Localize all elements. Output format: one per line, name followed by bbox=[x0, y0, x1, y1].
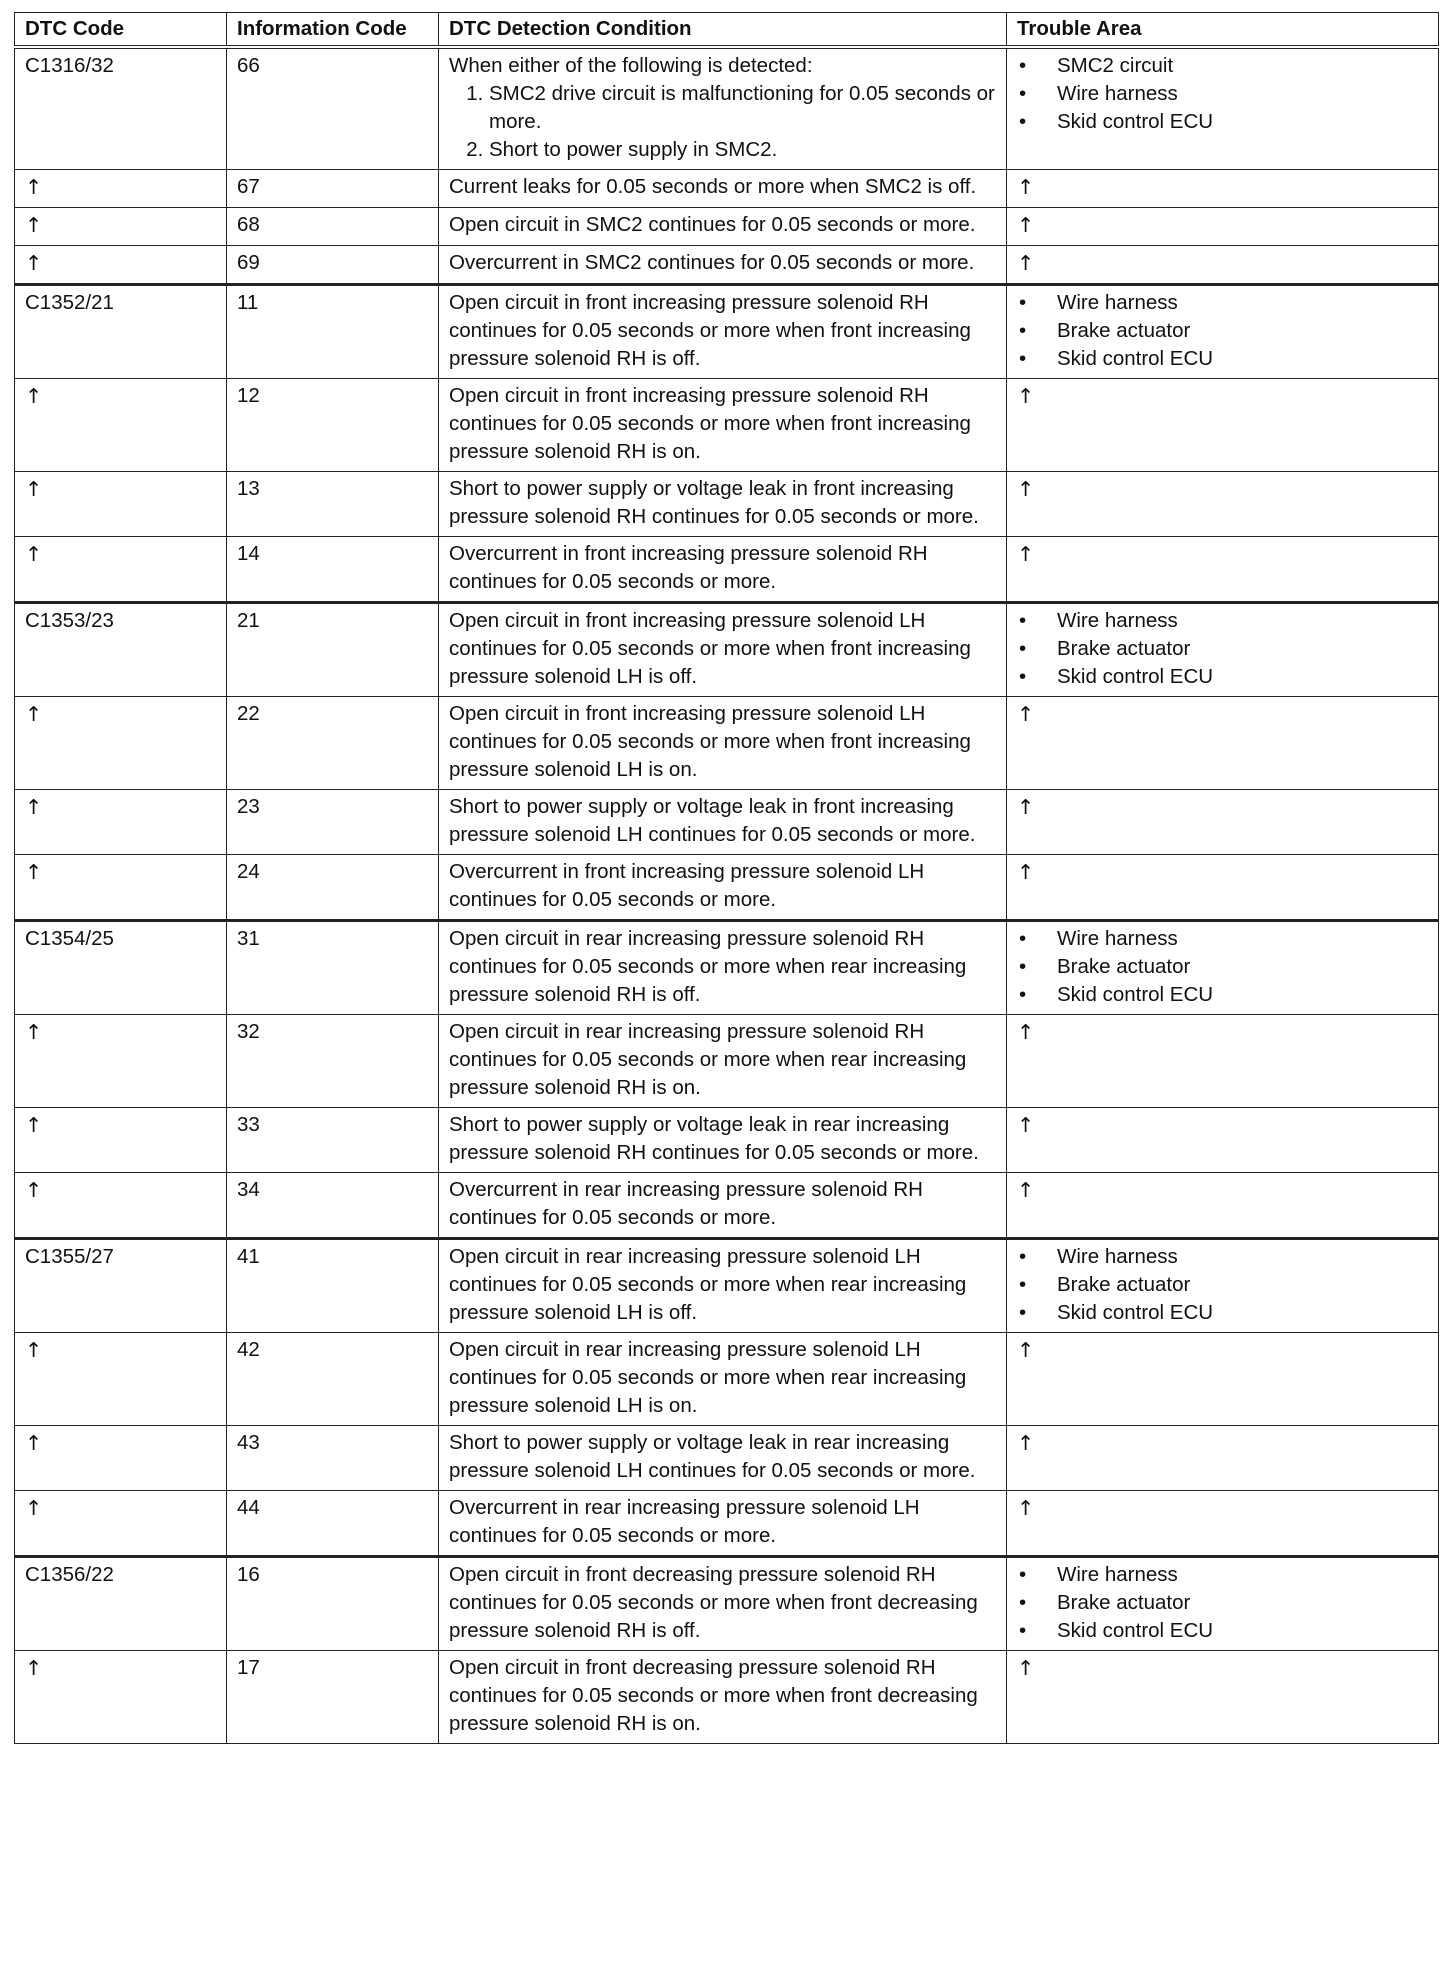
trouble-area-same-arrow bbox=[1007, 855, 1439, 921]
dtc-code-same-arrow bbox=[15, 1173, 227, 1239]
trouble-area-label: Skid control ECU bbox=[1057, 1619, 1214, 1642]
header-detection-condition: DTC Detection Condition bbox=[439, 13, 1007, 48]
trouble-area-same-arrow bbox=[1007, 1173, 1439, 1239]
trouble-area-cell bbox=[1007, 603, 1439, 697]
up-arrow-icon: ↑ bbox=[1017, 1431, 1035, 1455]
detection-condition-cell: Overcurrent in rear increasing pressure solenoid RH continues for 0.05 seconds or more. bbox=[439, 1173, 1007, 1239]
trouble-area-item bbox=[1017, 635, 1428, 663]
information-code-cell: 22 bbox=[227, 697, 439, 790]
trouble-area-label: Skid control ECU bbox=[1057, 1301, 1214, 1324]
dtc-code-cell bbox=[15, 285, 227, 379]
trouble-area-same-arrow bbox=[1007, 472, 1439, 537]
bullet-icon: • bbox=[1019, 665, 1027, 688]
trouble-area-label: Wire harness bbox=[1057, 291, 1178, 314]
trouble-area-same-arrow bbox=[1007, 790, 1439, 855]
bullet-icon: • bbox=[1019, 110, 1027, 133]
trouble-area-same-arrow bbox=[1007, 1491, 1439, 1557]
information-code-cell: 23 bbox=[227, 790, 439, 855]
information-code-cell: 66 bbox=[227, 47, 439, 170]
dtc-code-text: ↑ bbox=[25, 1020, 43, 1044]
up-arrow-icon: ↑ bbox=[1017, 175, 1035, 199]
information-code-cell: 44 bbox=[227, 1491, 439, 1557]
trouble-area-cell bbox=[1007, 285, 1439, 379]
table-row bbox=[15, 537, 1439, 603]
trouble-area-label: Skid control ECU bbox=[1057, 347, 1214, 370]
trouble-area-item bbox=[1017, 1299, 1428, 1327]
dtc-code-text: ↑ bbox=[25, 1496, 43, 1520]
trouble-area-item bbox=[1017, 289, 1428, 317]
dtc-code-same-arrow bbox=[15, 1491, 227, 1557]
dtc-code-text: ↑ bbox=[25, 477, 43, 501]
trouble-area-label: Brake actuator bbox=[1057, 1591, 1191, 1614]
table-row bbox=[15, 1239, 1439, 1333]
trouble-area-label: Skid control ECU bbox=[1057, 110, 1214, 133]
dtc-code-text: ↑ bbox=[25, 1431, 43, 1455]
trouble-area-label: Brake actuator bbox=[1057, 955, 1191, 978]
trouble-area-same-arrow bbox=[1007, 697, 1439, 790]
dtc-code-same-arrow bbox=[15, 472, 227, 537]
header-row bbox=[15, 13, 1439, 48]
trouble-area-item bbox=[1017, 80, 1428, 108]
up-arrow-icon: ↑ bbox=[1017, 1656, 1035, 1680]
trouble-area-same-arrow bbox=[1007, 1015, 1439, 1108]
detection-condition-cell: Open circuit in rear increasing pressure solenoid RH continues for 0.05 seconds or more when rear increasing pressure solenoid RH is off. bbox=[439, 921, 1007, 1015]
header-dtc-code: DTC Code bbox=[15, 13, 227, 48]
detection-condition-cell: Open circuit in front decreasing pressure solenoid RH continues for 0.05 seconds or more when front decreasing pressure solenoid RH is off. bbox=[439, 1557, 1007, 1651]
dtc-code-text: ↑ bbox=[25, 860, 43, 884]
trouble-area-label: Skid control ECU bbox=[1057, 983, 1214, 1006]
dtc-code-text: ↑ bbox=[25, 251, 43, 275]
trouble-area-item bbox=[1017, 1561, 1428, 1589]
bullet-icon: • bbox=[1019, 609, 1027, 632]
bullet-icon: • bbox=[1019, 54, 1027, 77]
table-row bbox=[15, 790, 1439, 855]
detection-condition-cell: Open circuit in front increasing pressure solenoid LH continues for 0.05 seconds or more when front increasing pressure solenoid LH is on. bbox=[439, 697, 1007, 790]
trouble-area-item bbox=[1017, 607, 1428, 635]
trouble-area-item bbox=[1017, 953, 1428, 981]
trouble-area-label: Wire harness bbox=[1057, 1563, 1178, 1586]
trouble-area-label: Wire harness bbox=[1057, 609, 1178, 632]
detection-condition-cell bbox=[439, 47, 1007, 170]
detection-condition-cell: Open circuit in front increasing pressure solenoid LH continues for 0.05 seconds or more when front increasing pressure solenoid LH is off. bbox=[439, 603, 1007, 697]
up-arrow-icon: ↑ bbox=[1017, 384, 1035, 408]
information-code-cell: 43 bbox=[227, 1426, 439, 1491]
trouble-area-list bbox=[1017, 1243, 1428, 1327]
trouble-area-label: Wire harness bbox=[1057, 927, 1178, 950]
bullet-icon: • bbox=[1019, 1273, 1027, 1296]
trouble-area-list bbox=[1017, 289, 1428, 373]
dtc-code-text: ↑ bbox=[25, 702, 43, 726]
header-trouble-area: Trouble Area bbox=[1007, 13, 1439, 48]
trouble-area-list bbox=[1017, 925, 1428, 1009]
detection-condition-cell: Open circuit in rear increasing pressure solenoid RH continues for 0.05 seconds or more when rear increasing pressure solenoid RH is on. bbox=[439, 1015, 1007, 1108]
dtc-code-cell bbox=[15, 1557, 227, 1651]
bullet-icon: • bbox=[1019, 927, 1027, 950]
trouble-area-item bbox=[1017, 981, 1428, 1009]
trouble-area-item bbox=[1017, 1271, 1428, 1299]
trouble-area-same-arrow bbox=[1007, 379, 1439, 472]
information-code-cell: 67 bbox=[227, 170, 439, 208]
trouble-area-cell bbox=[1007, 1557, 1439, 1651]
dtc-code-same-arrow bbox=[15, 1651, 227, 1744]
up-arrow-icon: ↑ bbox=[1017, 795, 1035, 819]
trouble-area-item bbox=[1017, 663, 1428, 691]
trouble-area-cell bbox=[1007, 47, 1439, 170]
trouble-area-label: SMC2 circuit bbox=[1057, 54, 1174, 77]
dtc-code-text: ↑ bbox=[25, 1338, 43, 1362]
information-code-cell: 34 bbox=[227, 1173, 439, 1239]
table-row bbox=[15, 170, 1439, 208]
dtc-code-same-arrow bbox=[15, 790, 227, 855]
bullet-icon: • bbox=[1019, 637, 1027, 660]
condition-list-item: 1. SMC2 drive circuit is malfunctioning for 0.05 seconds or more. bbox=[489, 80, 996, 136]
dtc-code-same-arrow bbox=[15, 208, 227, 246]
dtc-code-same-arrow bbox=[15, 855, 227, 921]
dtc-table bbox=[14, 12, 1439, 1744]
trouble-area-item bbox=[1017, 1243, 1428, 1271]
up-arrow-icon: ↑ bbox=[1017, 1113, 1035, 1137]
dtc-code-text: C1354/25 bbox=[25, 927, 114, 950]
trouble-area-same-arrow bbox=[1007, 1651, 1439, 1744]
trouble-area-item bbox=[1017, 317, 1428, 345]
bullet-icon: • bbox=[1019, 1619, 1027, 1642]
up-arrow-icon: ↑ bbox=[1017, 1338, 1035, 1362]
header-information-code: Information Code bbox=[227, 13, 439, 48]
trouble-area-label: Brake actuator bbox=[1057, 637, 1191, 660]
trouble-area-label: Wire harness bbox=[1057, 82, 1178, 105]
dtc-code-cell bbox=[15, 47, 227, 170]
information-code-cell: 11 bbox=[227, 285, 439, 379]
trouble-area-cell bbox=[1007, 1239, 1439, 1333]
dtc-code-text: C1356/22 bbox=[25, 1563, 114, 1586]
detection-condition-cell: Overcurrent in SMC2 continues for 0.05 seconds or more. bbox=[439, 246, 1007, 285]
table-row bbox=[15, 855, 1439, 921]
trouble-area-label: Brake actuator bbox=[1057, 1273, 1191, 1296]
dtc-code-same-arrow bbox=[15, 1108, 227, 1173]
trouble-area-list bbox=[1017, 1561, 1428, 1645]
bullet-icon: • bbox=[1019, 82, 1027, 105]
detection-condition-cell: Open circuit in rear increasing pressure solenoid LH continues for 0.05 seconds or more when rear increasing pressure solenoid LH is off. bbox=[439, 1239, 1007, 1333]
up-arrow-icon: ↑ bbox=[1017, 251, 1035, 275]
detection-condition-cell: Overcurrent in front increasing pressure solenoid LH continues for 0.05 seconds or more. bbox=[439, 855, 1007, 921]
dtc-code-text: C1353/23 bbox=[25, 609, 114, 632]
table-row bbox=[15, 1333, 1439, 1426]
dtc-code-text: ↑ bbox=[25, 542, 43, 566]
dtc-code-cell bbox=[15, 603, 227, 697]
detection-condition-cell: Current leaks for 0.05 seconds or more when SMC2 is off. bbox=[439, 170, 1007, 208]
detection-condition-cell: Open circuit in front increasing pressure solenoid RH continues for 0.05 seconds or more when front increasing pressure solenoid RH is on. bbox=[439, 379, 1007, 472]
trouble-area-list bbox=[1017, 607, 1428, 691]
bullet-icon: • bbox=[1019, 983, 1027, 1006]
information-code-cell: 68 bbox=[227, 208, 439, 246]
bullet-icon: • bbox=[1019, 1245, 1027, 1268]
table-row bbox=[15, 1015, 1439, 1108]
bullet-icon: • bbox=[1019, 955, 1027, 978]
information-code-cell: 17 bbox=[227, 1651, 439, 1744]
trouble-area-list bbox=[1017, 52, 1428, 136]
dtc-code-same-arrow bbox=[15, 1426, 227, 1491]
detection-condition-cell: Open circuit in rear increasing pressure solenoid LH continues for 0.05 seconds or more when rear increasing pressure solenoid LH is on. bbox=[439, 1333, 1007, 1426]
trouble-area-item bbox=[1017, 1589, 1428, 1617]
trouble-area-same-arrow bbox=[1007, 537, 1439, 603]
dtc-table-body bbox=[15, 47, 1439, 1744]
information-code-cell: 41 bbox=[227, 1239, 439, 1333]
up-arrow-icon: ↑ bbox=[1017, 1178, 1035, 1202]
detection-condition-cell: Open circuit in front increasing pressure solenoid RH continues for 0.05 seconds or more when front increasing pressure solenoid RH is off. bbox=[439, 285, 1007, 379]
information-code-cell: 24 bbox=[227, 855, 439, 921]
dtc-code-cell bbox=[15, 921, 227, 1015]
trouble-area-same-arrow bbox=[1007, 208, 1439, 246]
up-arrow-icon: ↑ bbox=[1017, 1020, 1035, 1044]
detection-condition-cell: Short to power supply or voltage leak in rear increasing pressure solenoid RH continues for 0.05 seconds or more. bbox=[439, 1108, 1007, 1173]
dtc-code-text: ↑ bbox=[25, 213, 43, 237]
dtc-code-text: ↑ bbox=[25, 384, 43, 408]
information-code-cell: 31 bbox=[227, 921, 439, 1015]
trouble-area-label: Skid control ECU bbox=[1057, 665, 1214, 688]
up-arrow-icon: ↑ bbox=[1017, 702, 1035, 726]
detection-condition-cell: Open circuit in SMC2 continues for 0.05 seconds or more. bbox=[439, 208, 1007, 246]
condition-list-item: 2. Short to power supply in SMC2. bbox=[489, 136, 996, 164]
up-arrow-icon: ↑ bbox=[1017, 542, 1035, 566]
detection-condition-cell: Overcurrent in rear increasing pressure solenoid LH continues for 0.05 seconds or more. bbox=[439, 1491, 1007, 1557]
table-row bbox=[15, 921, 1439, 1015]
information-code-cell: 14 bbox=[227, 537, 439, 603]
table-row bbox=[15, 1557, 1439, 1651]
detection-condition-cell: Open circuit in front decreasing pressure solenoid RH continues for 0.05 seconds or more when front decreasing pressure solenoid RH is on. bbox=[439, 1651, 1007, 1744]
table-row bbox=[15, 697, 1439, 790]
table-row bbox=[15, 1491, 1439, 1557]
bullet-icon: • bbox=[1019, 1591, 1027, 1614]
information-code-cell: 16 bbox=[227, 1557, 439, 1651]
up-arrow-icon: ↑ bbox=[1017, 477, 1035, 501]
trouble-area-same-arrow bbox=[1007, 246, 1439, 285]
trouble-area-same-arrow bbox=[1007, 1426, 1439, 1491]
table-row bbox=[15, 603, 1439, 697]
condition-intro: When either of the following is detected: bbox=[449, 54, 813, 77]
trouble-area-item bbox=[1017, 345, 1428, 373]
up-arrow-icon: ↑ bbox=[1017, 213, 1035, 237]
table-row bbox=[15, 208, 1439, 246]
trouble-area-same-arrow bbox=[1007, 170, 1439, 208]
trouble-area-cell bbox=[1007, 921, 1439, 1015]
table-row bbox=[15, 472, 1439, 537]
detection-condition-cell: Short to power supply or voltage leak in front increasing pressure solenoid RH continues for 0.05 seconds or more. bbox=[439, 472, 1007, 537]
table-row bbox=[15, 1651, 1439, 1744]
dtc-code-text: C1352/21 bbox=[25, 291, 114, 314]
table-row bbox=[15, 1173, 1439, 1239]
up-arrow-icon: ↑ bbox=[1017, 860, 1035, 884]
condition-list bbox=[449, 80, 996, 164]
dtc-code-text: ↑ bbox=[25, 1113, 43, 1137]
table-row bbox=[15, 246, 1439, 285]
trouble-area-item bbox=[1017, 925, 1428, 953]
information-code-cell: 42 bbox=[227, 1333, 439, 1426]
dtc-code-same-arrow bbox=[15, 246, 227, 285]
dtc-code-same-arrow bbox=[15, 1333, 227, 1426]
detection-condition-cell: Short to power supply or voltage leak in front increasing pressure solenoid LH continues for 0.05 seconds or more. bbox=[439, 790, 1007, 855]
dtc-code-same-arrow bbox=[15, 537, 227, 603]
dtc-code-text: ↑ bbox=[25, 1656, 43, 1680]
information-code-cell: 33 bbox=[227, 1108, 439, 1173]
trouble-area-same-arrow bbox=[1007, 1333, 1439, 1426]
information-code-cell: 32 bbox=[227, 1015, 439, 1108]
trouble-area-label: Wire harness bbox=[1057, 1245, 1178, 1268]
information-code-cell: 69 bbox=[227, 246, 439, 285]
information-code-cell: 21 bbox=[227, 603, 439, 697]
dtc-code-same-arrow bbox=[15, 170, 227, 208]
trouble-area-item bbox=[1017, 1617, 1428, 1645]
table-row bbox=[15, 379, 1439, 472]
information-code-cell: 12 bbox=[227, 379, 439, 472]
information-code-cell: 13 bbox=[227, 472, 439, 537]
table-row bbox=[15, 1426, 1439, 1491]
dtc-code-same-arrow bbox=[15, 379, 227, 472]
dtc-code-same-arrow bbox=[15, 1015, 227, 1108]
table-row bbox=[15, 285, 1439, 379]
detection-condition-cell: Overcurrent in front increasing pressure solenoid RH continues for 0.05 seconds or more. bbox=[439, 537, 1007, 603]
dtc-code-text: C1316/32 bbox=[25, 54, 114, 77]
table-row bbox=[15, 1108, 1439, 1173]
dtc-code-text: ↑ bbox=[25, 795, 43, 819]
dtc-code-text: ↑ bbox=[25, 175, 43, 199]
detection-condition-cell: Short to power supply or voltage leak in rear increasing pressure solenoid LH continues for 0.05 seconds or more. bbox=[439, 1426, 1007, 1491]
bullet-icon: • bbox=[1019, 1563, 1027, 1586]
bullet-icon: • bbox=[1019, 291, 1027, 314]
bullet-icon: • bbox=[1019, 319, 1027, 342]
bullet-icon: • bbox=[1019, 347, 1027, 370]
bullet-icon: • bbox=[1019, 1301, 1027, 1324]
dtc-code-same-arrow bbox=[15, 697, 227, 790]
trouble-area-item bbox=[1017, 52, 1428, 80]
dtc-code-text: C1355/27 bbox=[25, 1245, 114, 1268]
table-row bbox=[15, 47, 1439, 170]
trouble-area-same-arrow bbox=[1007, 1108, 1439, 1173]
trouble-area-item bbox=[1017, 108, 1428, 136]
up-arrow-icon: ↑ bbox=[1017, 1496, 1035, 1520]
trouble-area-label: Brake actuator bbox=[1057, 319, 1191, 342]
dtc-code-cell bbox=[15, 1239, 227, 1333]
dtc-code-text: ↑ bbox=[25, 1178, 43, 1202]
